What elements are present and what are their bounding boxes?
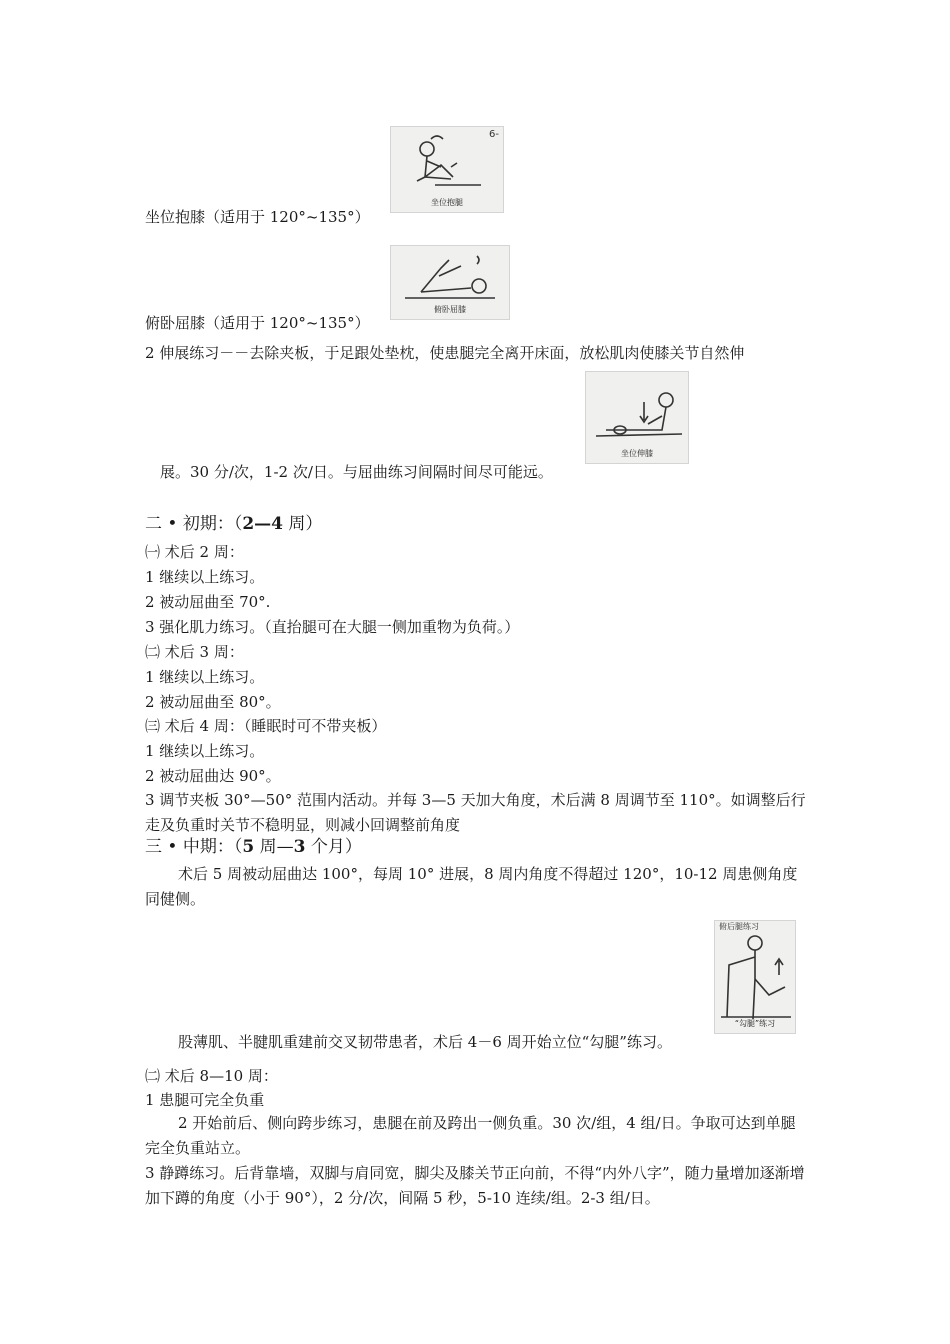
figure-caption: 俯卧屈膝 — [434, 305, 466, 314]
line-sit-hug-knee: 坐位抱膝（适用于 120°~135°） — [145, 208, 370, 226]
figure-note: 6- — [489, 129, 499, 140]
section-2-item: 1 继续以上练习。 — [145, 668, 265, 686]
figure-caption-top: 俯后腿练习 — [719, 922, 759, 931]
figure-caption: 坐位伸膝 — [621, 449, 653, 458]
line-extension-continued: 展。30 分/次，1-2 次/日。与屈曲练习间隔时间尽可能远。 — [160, 463, 553, 481]
section-2-item: 2 被动屈曲至 70°. — [145, 593, 271, 611]
figure-caption: “勾腿”练习 — [734, 1019, 776, 1028]
line-extension-exercise: 2 伸展练习－－去除夹板，于足跟处垫枕，使患腿完全离开床面，放松肌肉使膝关节自然伸 — [145, 344, 745, 362]
line-prone-knee-flex: 俯卧屈膝（适用于 120°~135°） — [145, 314, 370, 332]
section-3-para: 术后 5 周被动屈曲达 100°，每周 10° 进展，8 周内角度不得超过 120°，10-12 周患侧角度同健侧。 — [145, 865, 798, 908]
section-3-item: 3 静蹲练习。后背靠墙，双脚与肩同宽，脚尖及膝关节正向前，不得“内外八字”，随力量增加逐渐增加下蹲的角度（小于 90°），2 分/次，间隔 5 秒，5-10 连续/组。2-3 组/日。 — [145, 1164, 805, 1207]
section-3-hook-leg-note: 股薄肌、半腱肌重建前交叉韧带患者，术后 4－6 周开始立位“勾腿”练习。 — [178, 1033, 672, 1051]
figure-sit-knee-extend — [585, 371, 689, 464]
section-2-item: 1 继续以上练习。 — [145, 742, 265, 760]
figure-hook-leg — [714, 920, 796, 1034]
section-3-item: 1 患腿可完全负重 — [145, 1091, 265, 1109]
section-2-item: ㈡ 术后 3 周： — [145, 643, 244, 661]
section-2-item: 1 继续以上练习。 — [145, 568, 265, 586]
section-3-item: 2 开始前后、侧向跨步练习，患腿在前及跨出一侧负重。30 次/组，4 组/日。争取可达到单腿完全负重站立。 — [145, 1114, 796, 1157]
section-3-heading: 三 • 中期：（5 周—3 个月） — [145, 837, 362, 857]
hook-leg-illustration — [715, 921, 795, 1033]
figure-sit-hug-knee — [390, 126, 504, 213]
section-2-item: ㈢ 术后 4 周：（睡眠时可不带夹板） — [145, 717, 387, 735]
section-2-item: 2 被动屈曲至 80°。 — [145, 693, 281, 711]
section-2-item: 2 被动屈曲达 90°。 — [145, 767, 281, 785]
section-2-brace-adjust: 3 调节夹板 30°—50° 范围内活动。并每 3—5 天加大角度，术后满 8 周调节至 110°。如调整后行走及负重时关节不稳明显，则减小回调整前角度 — [145, 791, 806, 834]
section-3-subheading: ㈡ 术后 8—10 周： — [145, 1067, 278, 1085]
section-2-item: 3 强化肌力练习。（直抬腿可在大腿一侧加重物为负荷。） — [145, 618, 520, 636]
section-2-heading: 二 • 初期：（2—4 周） — [145, 514, 323, 534]
figure-caption: 坐位抱腿 — [431, 198, 463, 207]
section-2-item: ㈠ 术后 2 周： — [145, 543, 244, 561]
figure-prone-knee-flex — [390, 245, 510, 320]
